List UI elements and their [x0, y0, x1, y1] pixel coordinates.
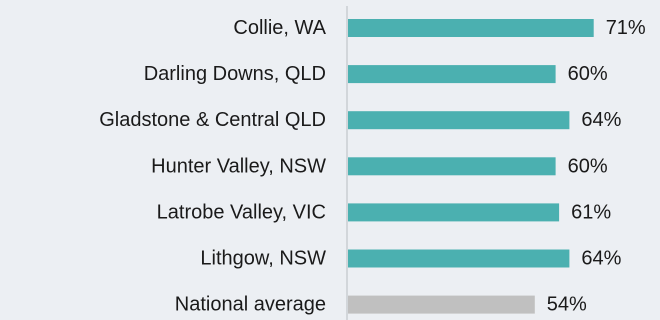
value-label: 64%: [581, 109, 622, 132]
category-label: National average: [174, 293, 326, 316]
category-label: Lithgow, NSW: [200, 247, 326, 270]
value-label: 60%: [567, 155, 608, 178]
value-label: 60%: [567, 63, 608, 86]
bar-4: [348, 203, 559, 221]
bar-2: [348, 111, 569, 129]
bar-6: [348, 296, 535, 314]
bar-0: [348, 19, 594, 37]
category-labels-group: [99, 17, 326, 316]
bar-3: [348, 157, 556, 175]
bar-1: [348, 65, 556, 83]
value-label: 64%: [581, 247, 622, 270]
value-label: 61%: [571, 201, 612, 224]
value-labels-group: [547, 17, 646, 316]
value-label: 54%: [546, 293, 587, 316]
value-label: 71%: [605, 17, 646, 39]
category-label: Darling Downs, QLD: [143, 63, 326, 86]
bars-group: [348, 19, 594, 314]
category-label: Gladstone & Central QLD: [99, 109, 326, 132]
category-label: Hunter Valley, NSW: [151, 155, 326, 178]
bar-5: [348, 250, 569, 268]
category-label: Latrobe Valley, VIC: [156, 201, 326, 224]
category-label: Collie, WA: [233, 17, 326, 39]
